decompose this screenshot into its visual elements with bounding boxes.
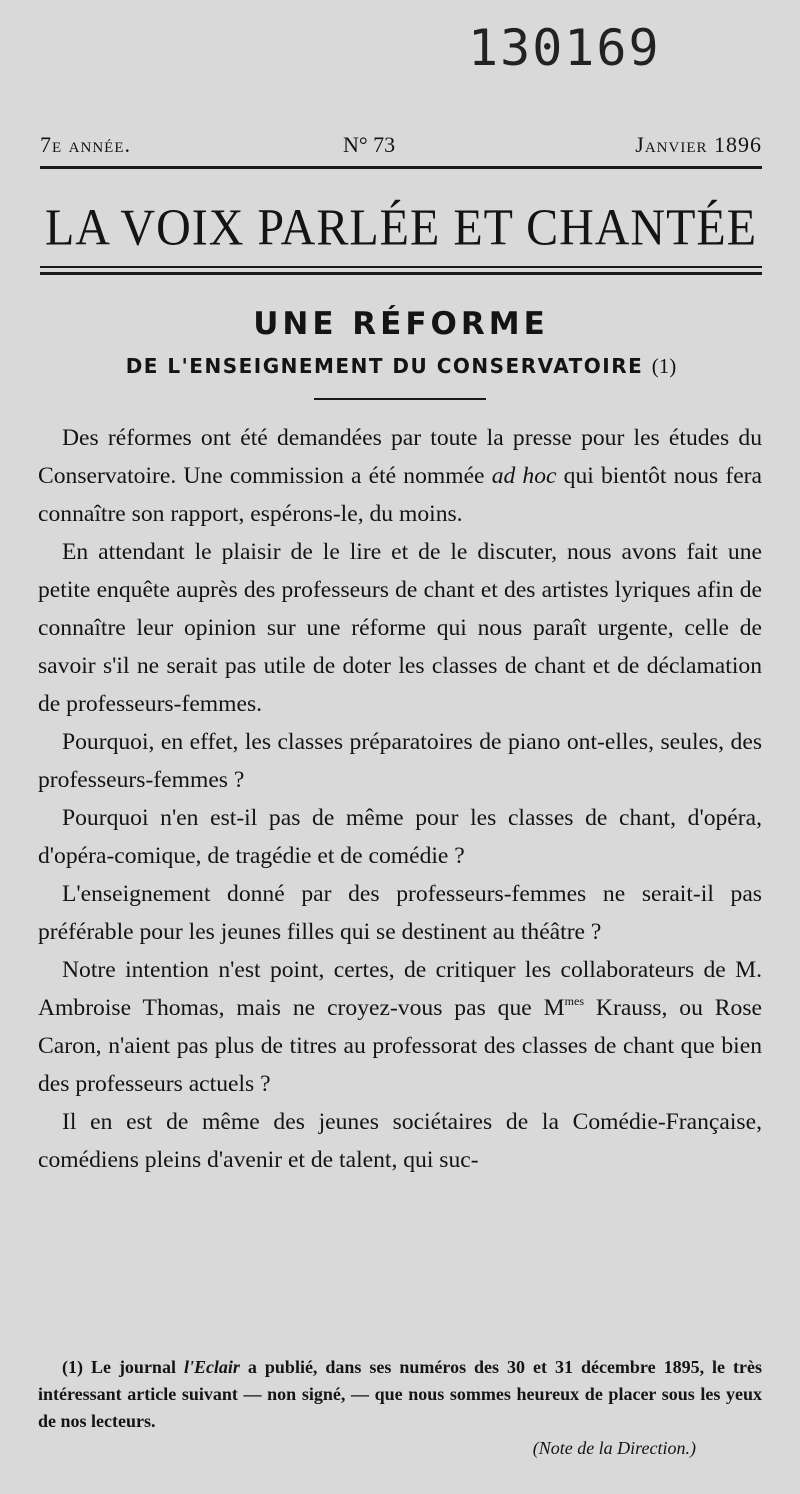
paragraph-6 <box>38 951 762 1103</box>
paragraph-2: En attendant le plaisir de le lire et de le discuter, nous avons fait une petite enquête auprès des professeurs de chant et des artistes lyriques afin de connaître leur opinion sur une réforme qui nous paraît urgente, celle de savoir s'il ne serait pas utile de doter les classes de chant et de déclamation de professeurs-femmes. <box>38 539 762 717</box>
footnote-text-end: a publié, dans ses numéros des 30 et 31 décembre 1895, le très intéressant article suivant — non signé, — que nous sommes heureux de placer sous les yeux de nos lecteurs. <box>38 1357 762 1431</box>
paragraph-6-text-end: Krauss, ou Rose Caron, n'aient pas plus de titres au professorat des classes de chant que bien des professeurs actuels ? <box>38 995 762 1097</box>
paragraph-1-text-end: qui bientôt nous fera connaître son rapport, espérons-le, du moins. <box>38 463 762 527</box>
article-body <box>38 419 762 1179</box>
paragraph-3: Pourquoi, en effet, les classes préparatoires de piano ont-elles, seules, des professeurs-femmes ? <box>38 729 762 793</box>
footnote <box>38 1354 762 1462</box>
masthead-rule <box>40 166 762 169</box>
paragraph-6-text: Notre intention n'est point, certes, de critiquer les collaborateurs de M. Ambroise Thomas, mais ne croyez-vous pas que M <box>38 957 762 1021</box>
article-subtitle-text: DE L'ENSEIGNEMENT DU CONSERVATOIRE <box>125 354 644 378</box>
journal-title: LA VOIX PARLÉE ET CHANTÉE <box>44 199 758 257</box>
paragraph-1-text: Des réformes ont été demandées par toute la presse pour les études du Conservatoire. Une commission a été nommée <box>38 425 762 489</box>
paragraph-5: L'enseignement donné par des professeurs-femmes ne serait-il pas préférable pour les jeunes filles qui se destinent au théâtre ? <box>38 881 762 945</box>
title-rule-top <box>40 266 762 268</box>
paragraph-7: Il en est de même des jeunes sociétaires de la Comédie-Française, comédiens pleins d'avenir et de talent, qui suc- <box>38 1109 762 1173</box>
title-rule-bottom <box>40 272 762 275</box>
article-subtitle <box>40 350 762 382</box>
masthead-issue-number: N° 73 <box>343 132 396 157</box>
footnote-reference: (1) <box>651 354 677 378</box>
inventory-stamp-number: 130169 <box>468 19 661 77</box>
paragraph-1 <box>38 419 762 533</box>
masthead <box>40 126 762 162</box>
paragraph-6-superscript: mes <box>564 994 584 1008</box>
paragraph-4: Pourquoi n'en est-il pas de même pour les classes de chant, d'opéra, d'opéra-comique, de tragédie et de comédie ? <box>38 805 762 869</box>
footnote-text <box>38 1354 762 1435</box>
footnote-signature: (Note de la Direction.) <box>532 1438 696 1458</box>
article-title: UNE RÉFORME <box>253 306 549 342</box>
paragraph-1-italic: ad hoc <box>491 463 557 489</box>
footnote-text-start: (1) Le journal <box>62 1357 184 1377</box>
footnote-italic: l'Eclair <box>183 1357 240 1377</box>
masthead-date: Janvier 1896 <box>635 132 762 157</box>
masthead-year: 7e année. <box>40 132 131 157</box>
title-divider <box>314 398 486 400</box>
